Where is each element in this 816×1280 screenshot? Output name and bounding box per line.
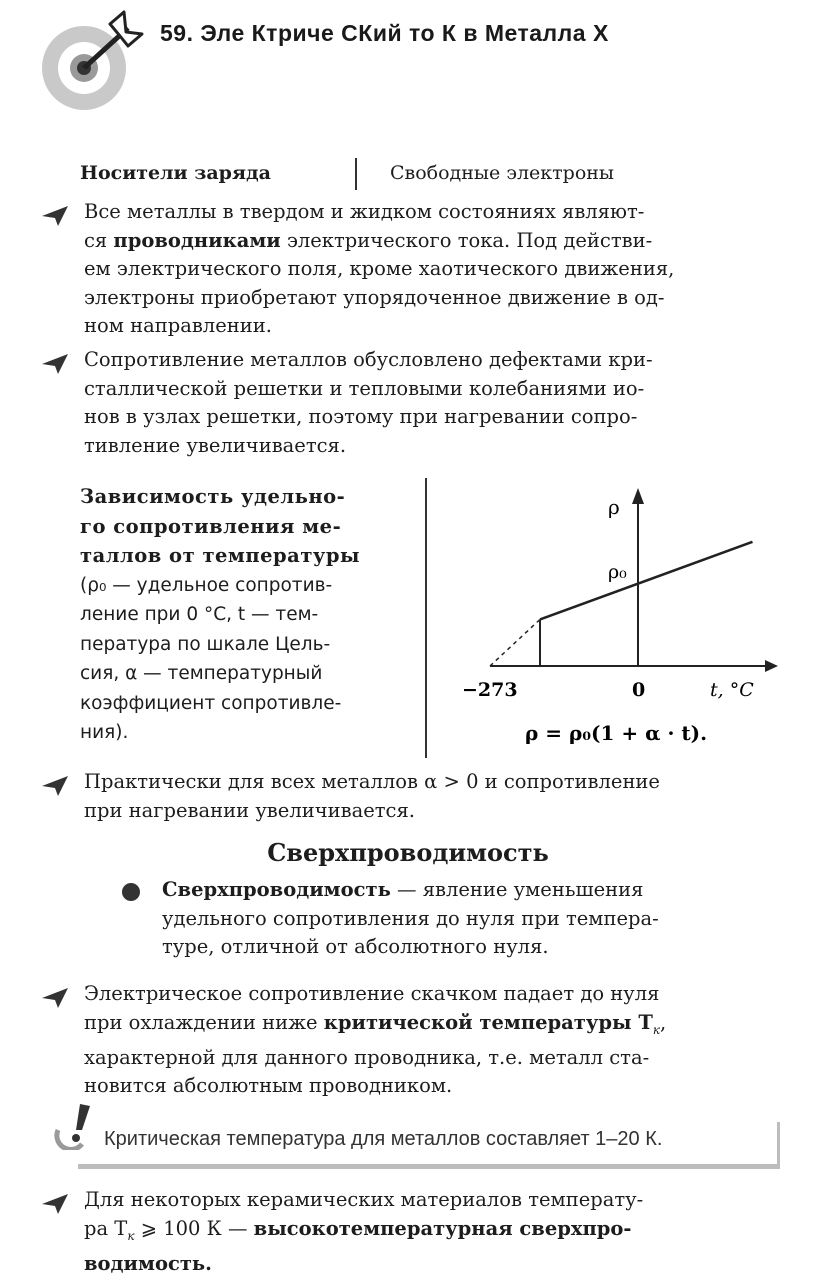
extrapolation-dashed-line — [490, 619, 540, 666]
text-line: электроны приобретают упорядоченное движение в од- — [84, 285, 665, 309]
text-span: электрического тока. Под действи- — [280, 228, 653, 252]
text-span: , — [660, 1010, 667, 1034]
y-axis-arrowhead — [632, 488, 644, 504]
resistivity-line — [540, 542, 753, 620]
pointer-arrow-icon — [40, 1192, 70, 1216]
paragraph-critical-temp — [84, 980, 780, 1101]
paragraph-ceramics — [84, 1186, 780, 1278]
divider — [355, 158, 357, 190]
note-text: Критическая температура для металлов составляет 1–20 К. — [104, 1128, 663, 1150]
text-line: Практически для всех металлов α > 0 и сопротивление — [84, 770, 660, 793]
text-line — [84, 227, 780, 256]
text-line: го сопротивления ме- — [80, 514, 342, 538]
text-span: — явление уменьшения — [390, 878, 644, 901]
paragraph-resistance — [84, 346, 780, 460]
text-line: при нагревании увеличивается. — [84, 798, 415, 822]
pointer-arrow-icon — [40, 204, 70, 228]
charge-carriers-row — [80, 158, 780, 192]
carriers-value: Свободные электроны — [390, 162, 615, 184]
text-line — [84, 1215, 780, 1250]
y-marker-label: ρ₀ — [608, 561, 627, 583]
text-line: (ρ₀ — удельное сопротив- — [80, 574, 333, 596]
formula: ρ = ρ₀(1 + α · t). — [525, 721, 708, 745]
definition-superconductivity — [162, 876, 780, 962]
term-high-temp-superconductivity: высокотемпературная сверхпро- — [253, 1216, 632, 1240]
section-heading: Сверхпроводимость — [267, 838, 549, 867]
pointer-arrow-icon — [40, 986, 70, 1010]
text-line: нов в узлах решетки, поэтому при нагревании сопро- — [84, 405, 638, 428]
x-axis-label: t, °C — [710, 679, 754, 701]
text-line: таллов от температуры — [80, 544, 361, 567]
term-conductors: проводниками — [113, 228, 281, 252]
text-line: тивление увеличивается. — [84, 433, 347, 457]
text-line: Сопротивление металлов обусловлено дефектами кри- — [84, 348, 653, 371]
text-line: Для некоторых керамических материалов температу- — [84, 1188, 644, 1211]
dependence-description — [80, 482, 405, 748]
text-line: сталлической решетки и тепловыми колебаниями ио- — [84, 376, 645, 400]
text-line: новится абсолютным проводником. — [84, 1074, 453, 1098]
note-rule — [777, 1122, 780, 1169]
subscript: к — [652, 1022, 660, 1037]
text-line: ния). — [80, 722, 129, 743]
y-axis-label: ρ — [608, 495, 620, 519]
text-line: туре, отличной от абсолютного нуля. — [162, 935, 549, 958]
text-line — [162, 876, 780, 905]
carriers-label: Носители заряда — [80, 162, 271, 184]
x-tick-label: 0 — [632, 679, 646, 701]
note-rule — [78, 1164, 780, 1169]
text-span: при охлаждении ниже — [84, 1010, 324, 1034]
vertical-divider — [425, 478, 427, 758]
text-span: ся — [84, 228, 114, 252]
text-span: ра T — [84, 1216, 128, 1240]
text-line: Зависимость удельно- — [80, 485, 346, 508]
pointer-arrow-icon — [40, 774, 70, 798]
text-line: пература по шкале Цель- — [80, 633, 331, 655]
paragraph-alpha — [84, 768, 780, 825]
term-critical-temperature: критической температуры T — [323, 1010, 653, 1034]
subscript: к — [127, 1228, 135, 1243]
resistivity-chart — [440, 478, 785, 758]
text-line: ем электрического поля, кроме хаотического движения, — [84, 257, 675, 280]
pointer-arrow-icon — [40, 352, 70, 376]
text-line: характерной для данного проводника, т.е. металл ста- — [84, 1045, 650, 1069]
bullet-icon — [122, 883, 140, 901]
term-superconductivity: Сверхпроводимость — [162, 878, 391, 901]
text-line: водимость. — [84, 1251, 212, 1275]
x-tick-label: −273 — [462, 679, 518, 701]
text-line: коэффициент сопротивле- — [80, 692, 342, 714]
text-line: сия, α — температурный — [80, 663, 323, 684]
page-title: 59. Эле Ктриче СКий то К в Металла Х — [160, 20, 609, 46]
target-logo-icon — [38, 10, 148, 115]
x-axis-arrowhead — [765, 660, 778, 672]
note-box — [78, 1122, 780, 1170]
text-line: ном направлении. — [84, 314, 272, 337]
paragraph-conductors — [84, 198, 780, 341]
text-line — [84, 1009, 780, 1044]
text-line: Все металлы в твердом и жидком состояниях являют- — [84, 200, 645, 223]
text-line: ление при 0 °C, t — тем- — [80, 604, 319, 625]
text-line: удельного сопротивления до нуля при темпера- — [162, 906, 659, 930]
text-span: ⩾ 100 К — — [134, 1216, 254, 1240]
text-line: Электрическое сопротивление скачком падает до нуля — [84, 982, 660, 1005]
